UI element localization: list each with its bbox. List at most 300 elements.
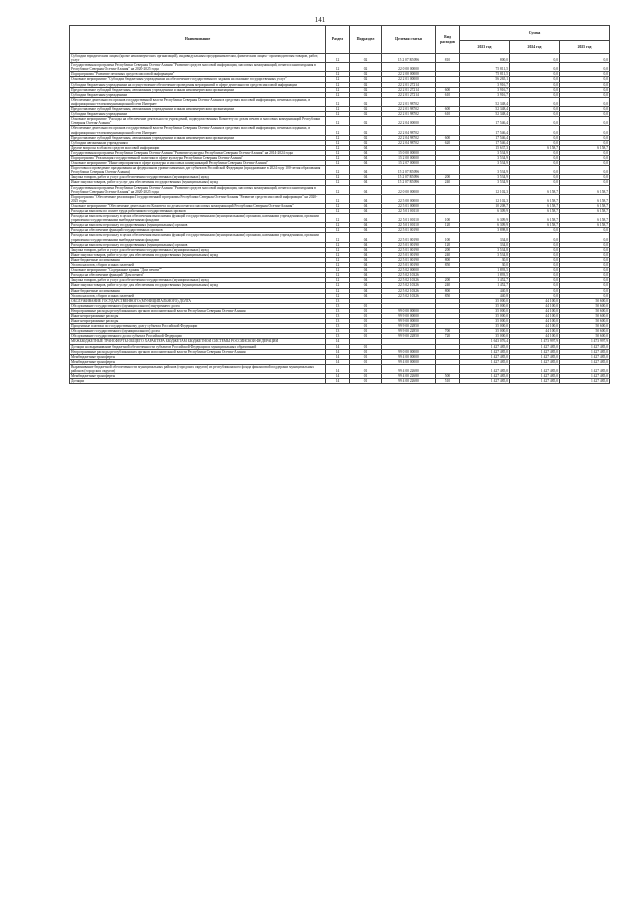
row-target: 99 0 00 00000 [382,308,436,313]
row-sum-2025: 1 427 485,0 [560,359,610,364]
row-name: МЕЖБЮДЖЕТНЫЕ ТРАНСФЕРТЫ ОБЩЕГО ХАРАКТЕРА БЮДЖЕТАМ БЮДЖЕТНОЙ СИСТЕМЫ РОССИЙСКОЙ ФЕДЕРАЦИИ [70,339,326,344]
table-row [70,117,610,126]
row-sum-2024: 1 427 485,0 [510,344,560,349]
row-subsection: 04 [350,209,382,214]
row-subsection: 02 [350,140,382,145]
row-section: 12 [326,293,350,298]
row-subsection: 04 [350,247,382,252]
table-body [70,54,610,384]
row-sum-2023: 35 000,0 [460,329,510,334]
row-subsection: 01 [350,374,382,379]
row-kind: 600 [436,135,460,140]
row-name: Уплата налогов, сборов и иных платежей [70,293,326,298]
row-target: 99 0 00 00000 [382,349,436,354]
row-sum-2023: 1 643 076,4 [460,339,510,344]
row-sum-2025: 0,0 [560,268,610,273]
row-target: 99 4 00 00000 [382,354,436,359]
row-subsection: 04 [350,252,382,257]
row-sum-2025: 50 600,0 [560,324,610,329]
row-subsection: 01 [350,303,382,308]
row-target: 22 2 04 00000 [382,117,436,126]
row-sum-2023: 1 427 485,0 [460,379,510,384]
row-sum-2023: 17 546,4 [460,135,510,140]
row-section: 12 [326,223,350,228]
row-target: 22 2 00 00000 [382,72,436,77]
row-sum-2025: 0,0 [560,166,610,175]
row-name: Иные бюджетные ассигнования [70,257,326,262]
row-sum-2023: 6 309,9 [460,209,510,214]
row-subsection: 04 [350,180,382,185]
row-sum-2024: 0,0 [510,92,560,97]
row-subsection: 02 [350,92,382,97]
row-subsection: 01 [350,359,382,364]
row-sum-2023: 15 637,3 [460,145,510,150]
table-row [70,54,610,63]
header-year-2024: 2024 год [510,41,560,54]
row-name: Расходы на выплаты персоналу в целях обеспечения выполнения функций государственными (муниципальными) органами, казенными учреждениями, органами управления государственными внебюджетными фондами [70,214,326,223]
row-section: 13 [326,313,350,318]
row-subsection: 04 [350,166,382,175]
row-name: Основное мероприятие "Содержание здания "Дом печати"" [70,268,326,273]
row-target: 15 2 07 R5096 [382,175,436,180]
row-section: 12 [326,126,350,135]
row-sum-2023: 35 000,0 [460,308,510,313]
row-target: 22 5 01 00190 [382,242,436,247]
row-section: 12 [326,175,350,180]
row-target: 22 5 01 00110 [382,209,436,214]
header-section: Раздел [326,26,350,54]
row-target: 15 2 07 R5096 [382,54,436,63]
row-sum-2023: 30,0 [460,263,510,268]
row-target: 22 5 01 00190 [382,247,436,252]
row-sum-2023: 75 811,5 [460,63,510,72]
row-sum-2024: 0,0 [510,112,560,117]
row-target: 22 5 01 00190 [382,252,436,257]
row-section: 12 [326,263,350,268]
row-sum-2023: 35 000,0 [460,303,510,308]
row-target: 99 4 00 00000 [382,359,436,364]
row-sum-2024: 1 427 485,0 [510,354,560,359]
row-sum-2024: 0,0 [510,252,560,257]
row-sum-2023: 17 546,4 [460,126,510,135]
row-subsection: 01 [350,379,382,384]
row-target: 22 5 01 00190 [382,263,436,268]
row-subsection: 02 [350,87,382,92]
row-sum-2025: 1 427 485,0 [560,379,610,384]
row-section: 12 [326,257,350,262]
row-target: 22 2 01 98702 [382,107,436,112]
row-kind: 800 [436,257,460,262]
row-sum-2024: 0,0 [510,257,560,262]
row-sum-2024: 1 427 485,0 [510,359,560,364]
row-kind: 100 [436,214,460,223]
row-sum-2024: 0,0 [510,54,560,63]
row-subsection: 02 [350,97,382,106]
row-sum-2025: 1 427 485,0 [560,349,610,354]
row-subsection: 02 [350,135,382,140]
row-section: 12 [326,288,350,293]
row-section: 14 [326,359,350,364]
row-sum-2024: 0,0 [510,107,560,112]
row-sum-2025: 50 600,0 [560,334,610,339]
row-kind: 200 [436,278,460,283]
row-subsection: 02 [350,63,382,72]
row-sum-2023: 1 427 485,0 [460,354,510,359]
row-target: 99 9 00 22850 [382,329,436,334]
row-sum-2025: 0,0 [560,278,610,283]
row-kind: 240 [436,252,460,257]
row-sum-2025: 6 158,7 [560,145,610,150]
row-section: 12 [326,273,350,278]
table-row [70,166,610,175]
row-sum-2025: 0,0 [560,77,610,82]
row-sum-2023: 35 000,0 [460,334,510,339]
row-subsection: 04 [350,288,382,293]
row-subsection: 04 [350,263,382,268]
row-name: Субсидии бюджетным учреждениям [70,112,326,117]
row-name: Основное мероприятие "Иные мероприятия в сфере культуры и массовых коммуникаций Республики Северная Осетия-Алания" [70,161,326,166]
table-row [70,233,610,242]
row-subsection: 01 [350,364,382,373]
row-sum-2023: 3 534,9 [460,175,510,180]
row-sum-2024: 0,0 [510,247,560,252]
row-sum-2024: 0,0 [510,161,560,166]
row-name: Иные закупки товаров, работ и услуг для обеспечения государственных (муниципальных) нужд [70,180,326,185]
row-kind [436,364,460,373]
table-header [70,26,610,54]
row-name: Подготовка и проведение празднования на федеральном уровне памятных дат субъектов Российской Федерации (празднование в 2024 году 100-летия образования Республики Северная Осетия-Алания) [70,166,326,175]
row-name: Межбюджетные трансферты [70,354,326,359]
row-sum-2025: 0,0 [560,107,610,112]
row-target: 15 2 07 R5096 [382,180,436,185]
row-section: 13 [326,324,350,329]
row-sum-2025: 6 158,7 [560,214,610,223]
row-sum-2023: 75 811,5 [460,72,510,77]
row-target: 99 4 00 22680 [382,374,436,379]
row-name: Непрограммные расходы республиканских органов исполнительной власти Республики Северная Осетия-Алания [70,349,326,354]
row-sum-2023: 12 102,3 [460,194,510,203]
row-section: 12 [326,228,350,233]
row-subsection: 02 [350,107,382,112]
row-name: Предоставление субсидий бюджетным, автономным учреждениям и иным некоммерческим организациям [70,87,326,92]
row-kind: 810 [436,54,460,63]
row-section: 12 [326,135,350,140]
row-kind [436,97,460,106]
row-subsection: 01 [350,334,382,339]
row-sum-2024: 0,0 [510,77,560,82]
row-name: Подпрограмма "Реализация государственной политики в сфере культуры Республики Северная Осетия-Алания" [70,155,326,160]
row-sum-2025: 0,0 [560,155,610,160]
table-row [70,63,610,72]
row-name: Подпрограмма "Обеспечение реализации Государственной программы Республики Северная Осетия-Алания "Развитие средств массовой информации" на 2020-2025 годы [70,194,326,203]
row-subsection: 04 [350,242,382,247]
row-sum-2025: 0,0 [560,54,610,63]
row-sum-2023: 35 000,0 [460,298,510,303]
row-target: 22 0 00 00000 [382,63,436,72]
header-year-2023: 2023 год [460,41,510,54]
row-section: 12 [326,97,350,106]
row-section: 12 [326,63,350,72]
row-target: 22 0 00 00000 [382,185,436,194]
row-sum-2025: 0,0 [560,140,610,145]
row-kind: 850 [436,263,460,268]
row-subsection: 02 [350,72,382,77]
row-sum-2023: 3 534,9 [460,166,510,175]
row-subsection: 04 [350,175,382,180]
row-section: 12 [326,72,350,77]
row-sum-2025: 0,0 [560,233,610,242]
row-subsection: 02 [350,126,382,135]
row-sum-2023: 6 309,9 [460,214,510,223]
row-subsection: 04 [350,278,382,283]
row-name: Расходы на выплаты персоналу в целях обеспечения выполнения функций государственными (муниципальными) органами, казенными учреждениями, органами управления государственными внебюджетными фондами [70,233,326,242]
row-sum-2024: 1 473 997,9 [510,339,560,344]
row-name: Иные бюджетные ассигнования [70,288,326,293]
row-section: 12 [326,185,350,194]
row-sum-2024: 1 427 485,0 [510,379,560,384]
row-subsection: 01 [350,313,382,318]
row-name: Закупка товаров, работ и услуг для обеспечения государственных (муниципальных) нужд [70,247,326,252]
row-sum-2024: 0,0 [510,233,560,242]
row-name: Расходы на обеспечение функций государственных органов [70,228,326,233]
row-name: Расходы на обеспечение функций "Дом печати" [70,273,326,278]
row-name: Субсидии юридическим лицам (кроме некоммерческих организаций), индивидуальным предпринимателям, физическим лицам - производителям товаров, работ, услуг [70,54,326,63]
table-row [70,379,610,384]
row-target: 99 9 00 00000 [382,319,436,324]
row-name: Обеспечение деятельности органов государственной власти Республики Северная Осетия-Алания в средствах массовой информации, печатных изданиях, в информационно-телекоммуникационной сети Интернет [70,97,326,106]
row-target: 15 2 00 00000 [382,155,436,160]
row-sum-2025: 1 473 997,9 [560,339,610,344]
row-sum-2024: 44 100,0 [510,319,560,324]
row-section: 12 [326,117,350,126]
row-sum-2025: 50 600,0 [560,329,610,334]
row-section: 13 [326,303,350,308]
row-name: Межбюджетные трансферты [70,359,326,364]
row-sum-2025: 0,0 [560,228,610,233]
row-sum-2024: 1 427 485,0 [510,349,560,354]
row-name: Основное мероприятие "Обеспечение деятельности Комитета по делам печати и массовых коммуникаций Республики Северная Осетия-Алания" [70,203,326,208]
row-sum-2023: 3 534,9 [460,180,510,185]
row-sum-2024: 6 158,7 [510,203,560,208]
row-sum-2024: 0,0 [510,140,560,145]
row-sum-2024: 1 427 485,0 [510,374,560,379]
row-sum-2024: 0,0 [510,150,560,155]
row-sum-2025: 0,0 [560,112,610,117]
row-sum-2023: 17 546,4 [460,117,510,126]
row-sum-2023: 3 916,7 [460,87,510,92]
row-kind: 610 [436,112,460,117]
table-row [70,126,610,135]
row-name: Дотации на выравнивание бюджетной обеспеченности субъектов Российской Федерации и муниципальных образований [70,344,326,349]
header-sum: Сумма [460,26,610,41]
row-target: 99 4 00 22680 [382,364,436,373]
header-subsection: Подраздел [350,26,382,54]
row-kind: 620 [436,140,460,145]
row-sum-2023: 440,8 [460,288,510,293]
row-sum-2025: 0,0 [560,247,610,252]
row-section: 12 [326,87,350,92]
row-sum-2023: 35 000,0 [460,324,510,329]
row-target: 22 5 01 00000 [382,203,436,208]
row-sum-2025: 0,0 [560,273,610,278]
row-target: 15 0 00 00000 [382,150,436,155]
row-target: 22 2 04 98702 [382,126,436,135]
row-section: 12 [326,209,350,214]
row-sum-2024: 0,0 [510,263,560,268]
row-target: 22 2 01 27214 [382,92,436,97]
row-sum-2024: 0,0 [510,293,560,298]
row-section: 12 [326,155,350,160]
row-name: Государственная программа Республики Северная Осетия-Алания "Развитие культуры Республики Северная Осетия-Алания" на 2014-2024 годы [70,150,326,155]
row-sum-2023: 6 309,9 [460,223,510,228]
row-sum-2023: 1 427 485,0 [460,344,510,349]
row-kind: 610 [436,92,460,97]
table-row [70,214,610,223]
row-sum-2025: 0,0 [560,283,610,288]
row-sum-2024: 0,0 [510,155,560,160]
row-kind: 200 [436,175,460,180]
row-sum-2023: 1 452,7 [460,283,510,288]
row-sum-2025: 0,0 [560,175,610,180]
row-subsection: 01 [350,329,382,334]
row-sum-2024: 6 158,7 [510,223,560,228]
row-kind: 240 [436,180,460,185]
row-sum-2025: 0,0 [560,92,610,97]
row-subsection: 04 [350,155,382,160]
header-target: Целевая статья [382,26,436,54]
row-name: Государственная программа Республики Северная Осетия-Алания "Развитие средств массовой информации, массовых коммуникаций, печати и книгоиздания в Республике Северная Осетия-Алания" на 2020-2025 годы [70,63,326,72]
row-kind: 240 [436,283,460,288]
row-section: 14 [326,364,350,373]
row-sum-2025: 0,0 [560,180,610,185]
row-sum-2025: 0,0 [560,293,610,298]
row-sum-2024: 0,0 [510,135,560,140]
row-target: 22 5 02 10326 [382,283,436,288]
row-sum-2023: 3 534,9 [460,161,510,166]
row-sum-2024: 1 427 485,0 [510,364,560,373]
row-target: 22 2 01 98702 [382,97,436,106]
row-sum-2024: 0,0 [510,283,560,288]
row-target: 15 2 07 00000 [382,161,436,166]
row-sum-2024: 0,0 [510,288,560,293]
row-sum-2025: 50 600,0 [560,313,610,318]
row-target: 22 5 02 10326 [382,273,436,278]
row-sum-2024: 0,0 [510,97,560,106]
row-sum-2023: 1 893,5 [460,273,510,278]
row-sum-2025: 50 600,0 [560,319,610,324]
row-section: 13 [326,329,350,334]
row-sum-2025: 0,0 [560,82,610,87]
row-sum-2025: 0,0 [560,72,610,77]
row-sum-2025: 6 158,7 [560,223,610,228]
row-sum-2023: 17 546,4 [460,140,510,145]
row-sum-2024: 44 100,0 [510,324,560,329]
row-sum-2024: 44 100,0 [510,308,560,313]
budget-table [69,25,610,384]
row-sum-2025: 0,0 [560,252,610,257]
row-target: 22 5 01 00110 [382,214,436,223]
row-section: 12 [326,278,350,283]
row-sum-2024: 0,0 [510,82,560,87]
row-subsection: 04 [350,203,382,208]
header-kind: Вид расходов [436,26,460,54]
row-subsection: 02 [350,54,382,63]
row-subsection: 04 [350,233,382,242]
header-name: Наименование [70,26,326,54]
row-kind [436,166,460,175]
row-subsection: 04 [350,145,382,150]
row-sum-2023: 1 452,7 [460,278,510,283]
row-sum-2023: 3 534,9 [460,150,510,155]
row-sum-2023: 3 534,9 [460,155,510,160]
row-section: 12 [326,214,350,223]
row-sum-2024: 0,0 [510,180,560,185]
row-sum-2023: 1 427 485,0 [460,359,510,364]
row-target: 99 4 00 22680 [382,379,436,384]
row-sum-2023: 1 427 485,0 [460,374,510,379]
row-name: Дотации [70,379,326,384]
row-sum-2024: 44 100,0 [510,313,560,318]
row-sum-2023: 35 000,0 [460,319,510,324]
table-row [70,185,610,194]
row-sum-2023: 1 427 485,0 [460,349,510,354]
row-sum-2023: 3 534,8 [460,247,510,252]
row-kind: 800 [436,288,460,293]
row-subsection: 01 [350,324,382,329]
row-kind [436,126,460,135]
row-section: 12 [326,283,350,288]
row-kind: 120 [436,223,460,228]
row-section: 12 [326,161,350,166]
row-sum-2024: 44 100,0 [510,298,560,303]
row-sum-2024: 0,0 [510,117,560,126]
row-section: 12 [326,247,350,252]
row-section: 12 [326,233,350,242]
row-section: 12 [326,77,350,82]
row-sum-2025: 6 158,7 [560,185,610,194]
row-target: 22 5 02 10326 [382,278,436,283]
row-target: 22 5 01 00190 [382,228,436,233]
row-section: 12 [326,150,350,155]
row-sum-2023: 30,0 [460,257,510,262]
row-sum-2025: 1 427 485,0 [560,374,610,379]
row-sum-2025: 50 600,0 [560,298,610,303]
row-section: 12 [326,252,350,257]
row-sum-2024: 44 100,0 [510,303,560,308]
row-kind [436,194,460,203]
row-target: 22 5 02 10326 [382,293,436,298]
row-subsection: 01 [350,349,382,354]
row-subsection: 04 [350,185,382,194]
row-subsection: 02 [350,77,382,82]
row-section: 12 [326,203,350,208]
row-name: Выравнивание бюджетной обеспеченности муниципальных районов (городских округов) из республиканского фонда финансовой поддержки муниципальных районов (городских округов) [70,364,326,373]
row-sum-2025: 6 158,7 [560,209,610,214]
row-name: Государственная программа Республики Северная Осетия-Алания "Развитие средств массовой информации, массовых коммуникаций, печати и книгоиздания в Республике Северная Осетия-Алания" на 2020-2025 годы [70,185,326,194]
row-subsection: 04 [350,283,382,288]
row-subsection: 04 [350,257,382,262]
row-sum-2024: 44 100,0 [510,334,560,339]
row-sum-2025: 1 427 485,0 [560,354,610,359]
row-sum-2024: 6 158,7 [510,214,560,223]
row-kind: 500 [436,374,460,379]
row-sum-2024: 0,0 [510,228,560,233]
row-sum-2023: 35 000,0 [460,313,510,318]
row-subsection: 02 [350,82,382,87]
row-sum-2023: 52 348,4 [460,112,510,117]
row-sum-2025: 0,0 [560,63,610,72]
row-sum-2023: 12 102,3 [460,185,510,194]
